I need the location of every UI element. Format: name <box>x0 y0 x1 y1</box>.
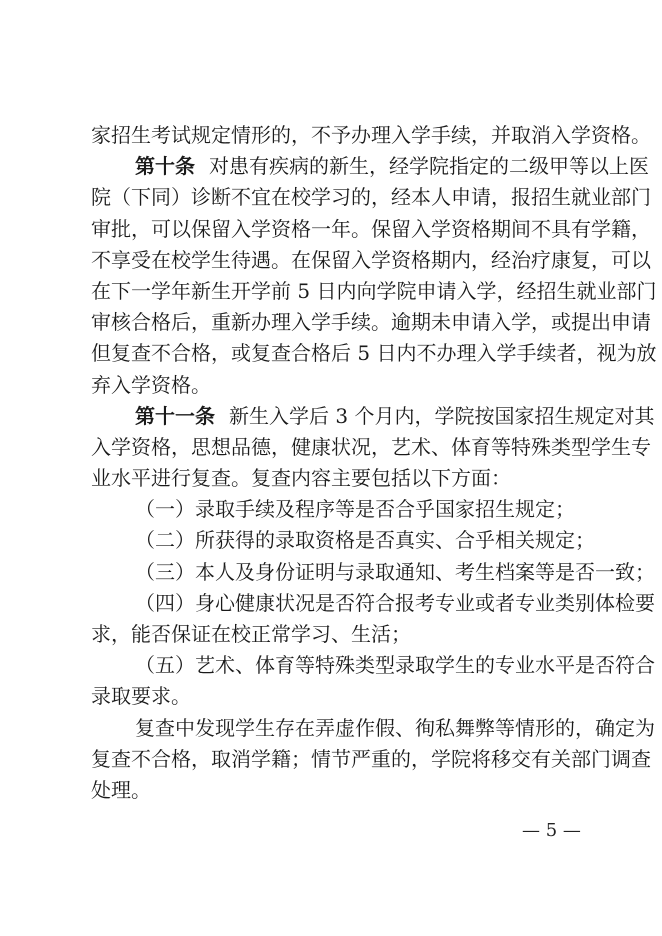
text-line: 求，能否保证在校正常学习、生活； <box>91 622 411 646</box>
list-item: （四）身心健康状况是否符合报考专业或者专业类别体检要 <box>135 590 655 615</box>
text-line: 业水平进行复查。复查内容主要包括以下方面： <box>91 466 511 491</box>
article-10-heading: 第十条 <box>135 154 195 179</box>
text-line: 但复查不合格，或复查合格后 5 日内不办理入学手续者，视为放 <box>91 341 657 366</box>
list-item: （五）艺术、体育等特殊类型录取学生的专业水平是否符合 <box>135 653 655 678</box>
text-line: 在下一学年新生开学前 5 日内向学院申请入学，经招生就业部门 <box>91 278 657 303</box>
text-line: 审批，可以保留入学资格一年。保留入学资格期间不具有学籍， <box>91 216 651 241</box>
page-number: — 5 — <box>522 820 581 841</box>
text-line: 入学资格，思想品德，健康状况，艺术、体育等特殊类型学生专 <box>91 434 651 459</box>
article-11-first-line <box>91 401 655 432</box>
text-line: 新生入学后 3 个月内，学院按国家招生规定对其 <box>229 403 655 428</box>
text-line: 复查不合格，取消学籍；情节严重的，学院将移交有关部门调查 <box>91 746 651 771</box>
list-item: （三）本人及身份证明与录取通知、考生档案等是否一致； <box>135 559 655 584</box>
text-line: 弃入学资格。 <box>91 372 211 397</box>
text-line: 对患有疾病的新生，经学院指定的二级甲等以上医 <box>209 154 649 179</box>
article-11-heading: 第十一条 <box>135 403 215 428</box>
article-10-first-line <box>91 151 649 182</box>
document-body <box>91 120 657 806</box>
text-line: 审核合格后，重新办理入学手续。逾期未申请入学，或提出申请 <box>91 310 651 335</box>
list-item: （二）所获得的录取资格是否真实、合乎相关规定； <box>135 528 595 553</box>
text-line: 家招生考试规定情形的，不予办理入学手续，并取消入学资格。 <box>91 123 651 147</box>
text-line: 院（下同）诊断不宜在校学习的，经本人申请，报招生就业部门 <box>91 185 651 210</box>
text-line: 不享受在校学生待遇。在保留入学资格期内，经治疗康复，可以 <box>91 247 651 272</box>
text-line: 处理。 <box>91 777 151 802</box>
text-line: 录取要求。 <box>91 684 191 709</box>
list-item: （一）录取手续及程序等是否合乎国家招生规定； <box>135 497 575 522</box>
text-line: 复查中发现学生存在弄虚作假、徇私舞弊等情形的，确定为 <box>135 715 655 740</box>
